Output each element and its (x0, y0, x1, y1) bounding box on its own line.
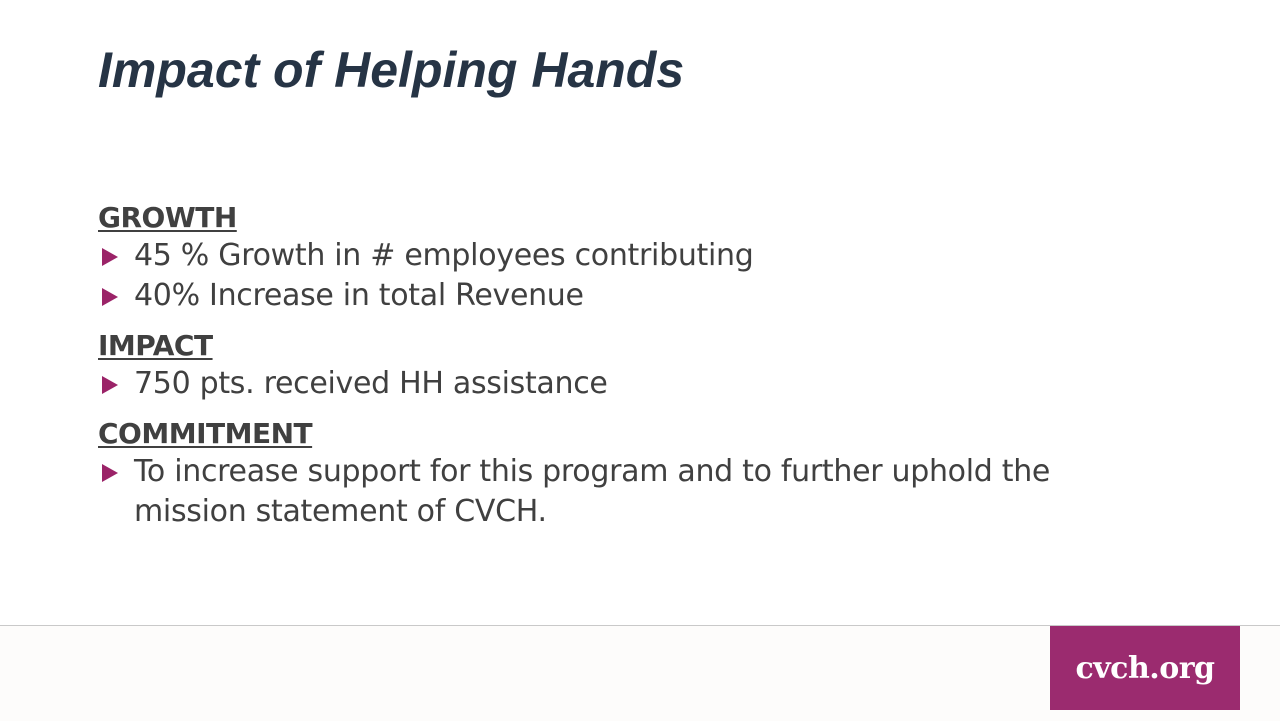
slide-title: Impact of Helping Hands (98, 42, 685, 98)
bullet-item (98, 276, 1158, 316)
bullet-item (98, 236, 1158, 276)
slide-body (98, 200, 1158, 544)
cvch-logo (1050, 626, 1240, 710)
bullet-text: 750 pts. received HH assistance (134, 366, 608, 401)
section-impact (98, 328, 1158, 404)
section-growth (98, 200, 1158, 316)
bullet-list-impact (98, 364, 1158, 404)
section-commitment (98, 416, 1158, 532)
triangle-right-icon (102, 288, 118, 306)
bullet-list-growth (98, 236, 1158, 316)
section-heading-impact: IMPACT (98, 329, 213, 362)
triangle-right-icon (102, 464, 118, 482)
bullet-text: 45 % Growth in # employees contributing (134, 238, 754, 273)
section-heading-growth: GROWTH (98, 201, 237, 234)
triangle-right-icon (102, 376, 118, 394)
bullet-text: To increase support for this program and to further uphold the mission statement of CVCH. (134, 454, 1051, 529)
bullet-list-commitment (98, 452, 1158, 532)
bullet-item (98, 364, 1158, 404)
logo-text: cvch.org (1075, 650, 1215, 686)
bullet-item (98, 452, 1158, 532)
triangle-right-icon (102, 248, 118, 266)
bullet-text: 40% Increase in total Revenue (134, 278, 584, 313)
section-heading-commitment: COMMITMENT (98, 417, 313, 450)
